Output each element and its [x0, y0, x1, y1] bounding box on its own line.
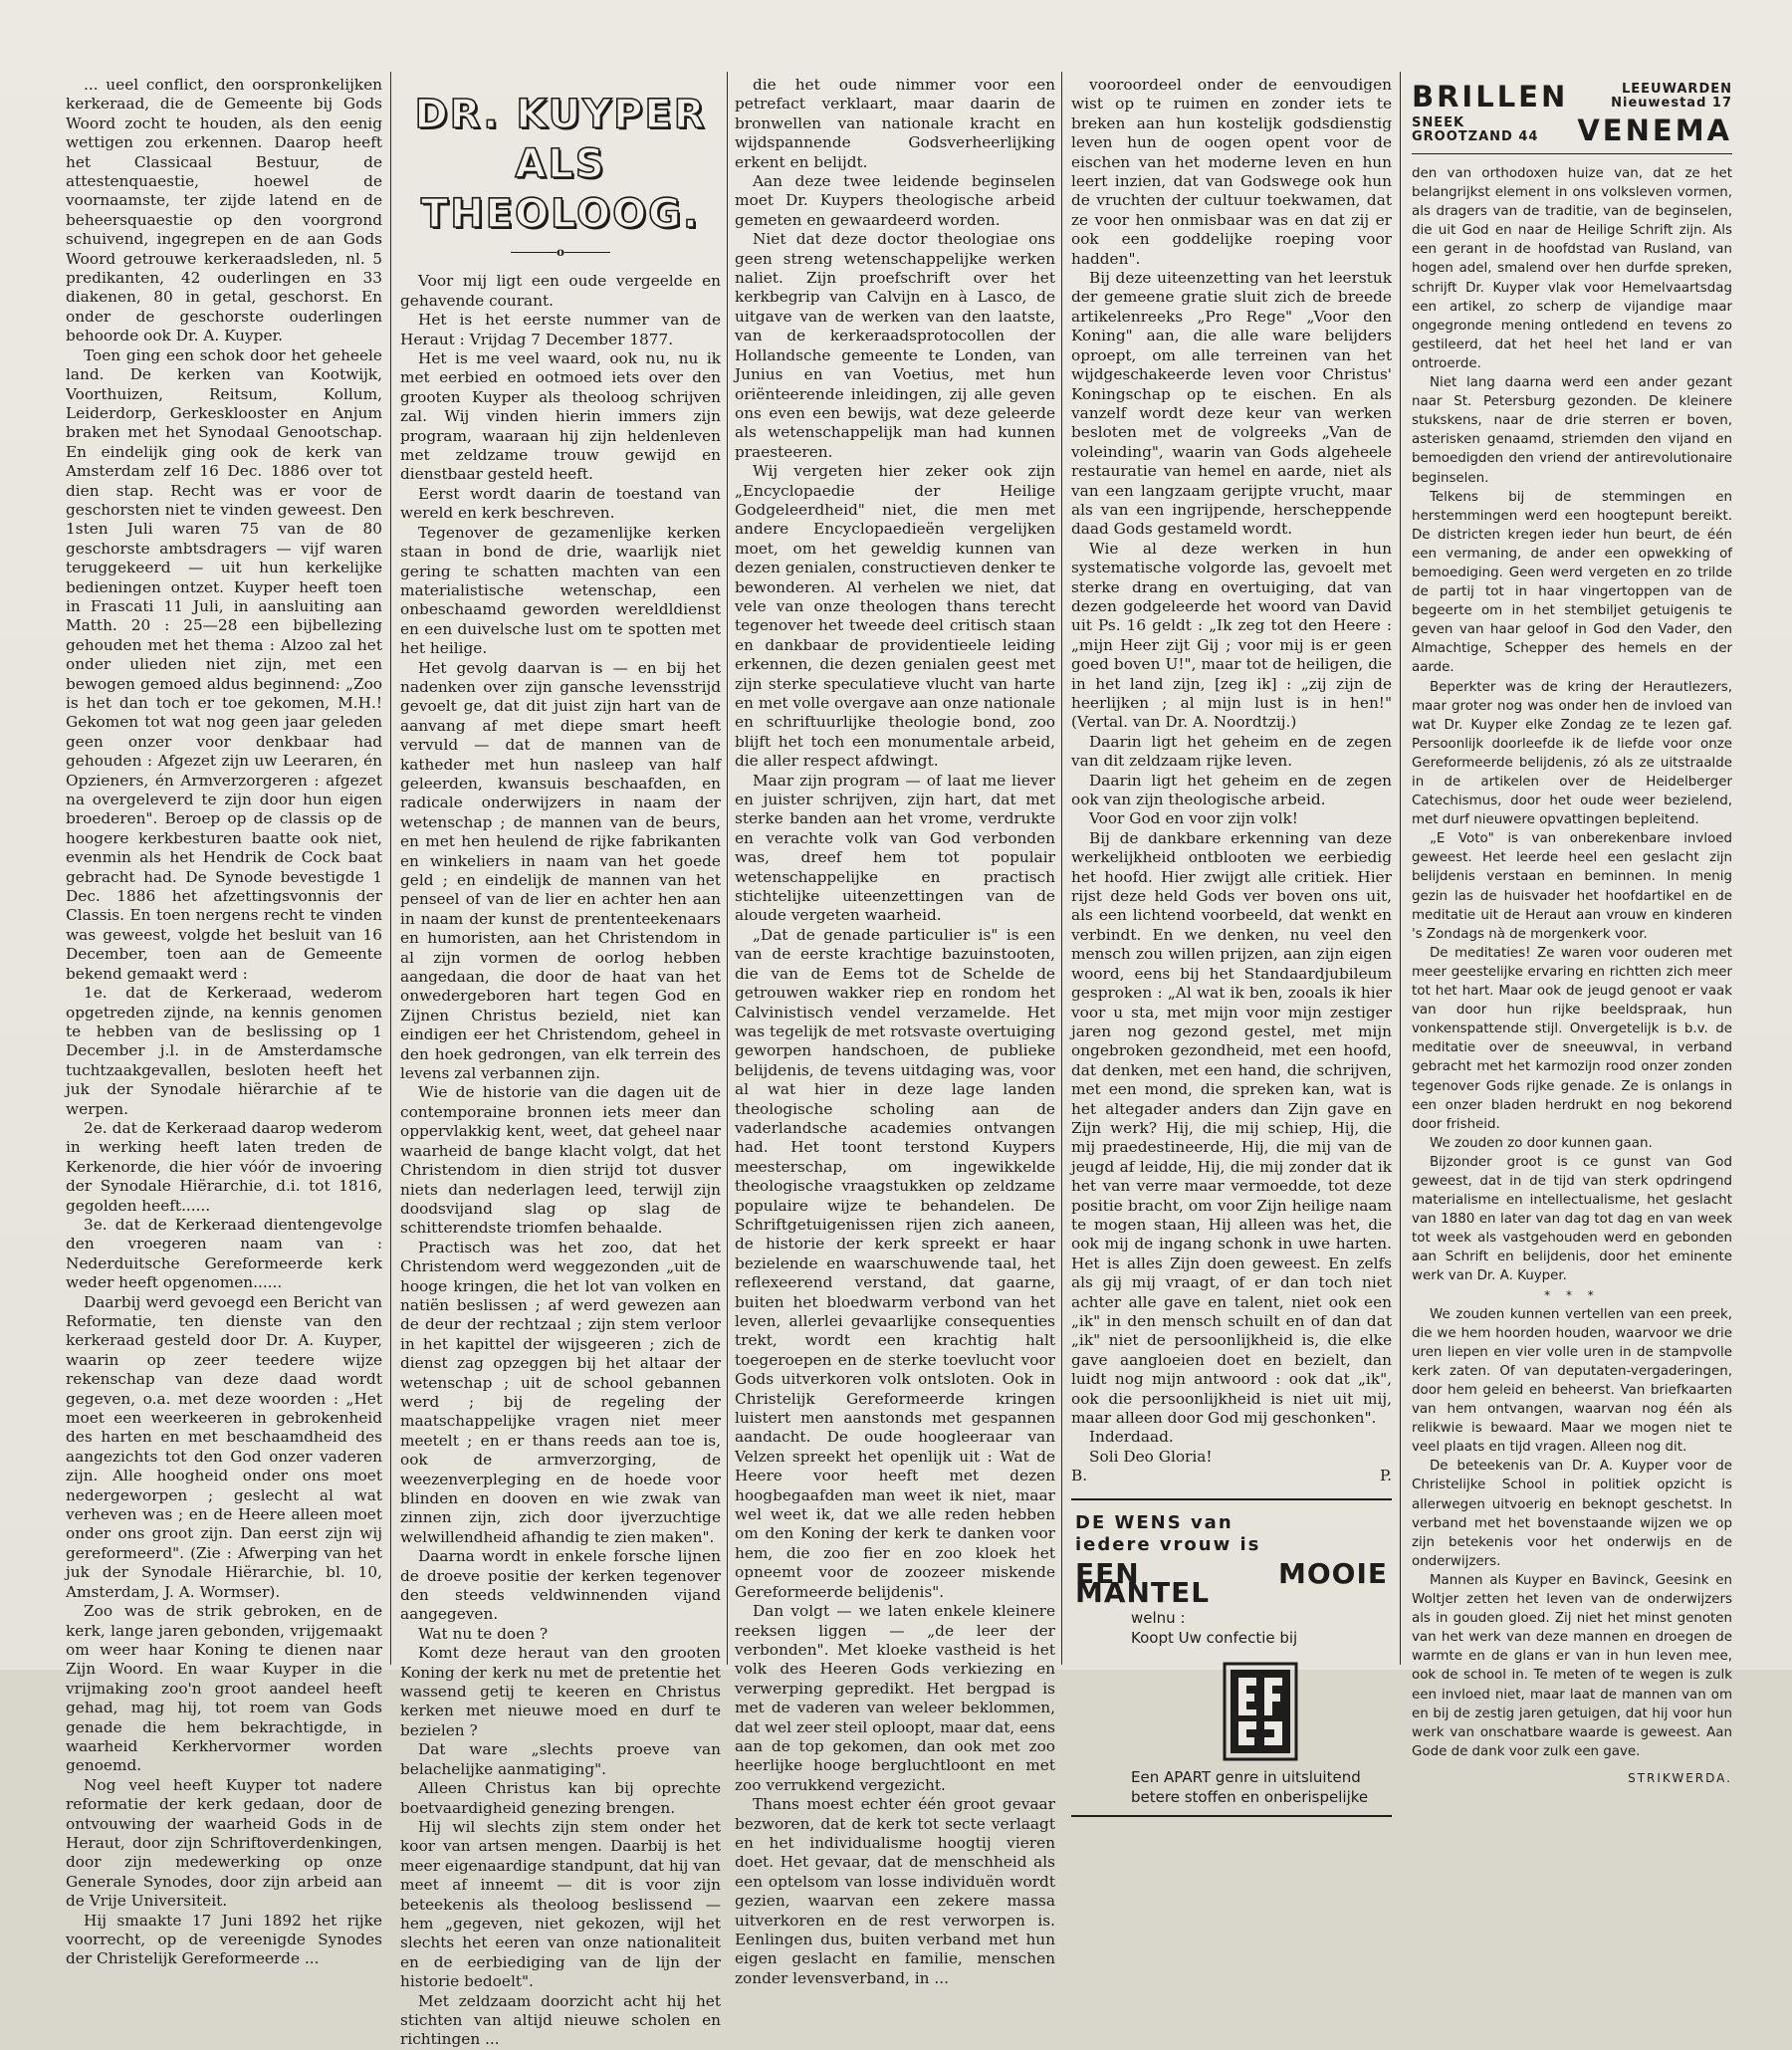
paragraph: Alleen Christus kan bij oprechte boetvaardigheid genezing brengen. [400, 1779, 721, 1817]
paragraph: Wie al deze werken in hun systematische volgorde las, gevoelt met sterke drang en overtuiging, dat van dezen godgeleerde het woord van David uit Ps. 16 geldt : „Ik zeg tot den Heere : „mijn Heer zijt Gij ; voor mij is er geen goed boven U!", maar tot de heiligen, die in het land zijn, [zeg ik] : „zij zijn de heerlijken ; al mijn lust is in hen!" (Vertal. van Dr. A. Noordtzij.) [1071, 539, 1392, 732]
article-signoff [1071, 1467, 1392, 1485]
paragraph: Met zeldzaam doorzicht acht hij het stichten van altijd nieuwe scholen en richtingen ... [400, 1991, 721, 2049]
paragraph: Hij smaakte 17 Juni 1892 het rijke voorrecht, op de vereenigde Synodes der Christelijk Gereformeerde ... [66, 1911, 382, 1968]
paragraph: Dan volgt — we laten enkele kleinere reeksen liggen — „de leer der verbonden". Met kloeke vastheid is het volk des Heeren Gods verkiezing en verwerping gepredikt. Het bergpad is met de vaderen van weleer beklommen, dat wel zeer steil oploopt, maar dat, eens aan de top gekomen, dan ook met zoo heerlijke hooge bergluchtloont en met zoo verrukkend vergezicht. [735, 1602, 1055, 1794]
ad-street: GROOTZAND 44 [1412, 129, 1539, 144]
headline-line: ALS THEOLOOG. [420, 141, 701, 237]
column-rule [727, 72, 728, 1665]
signoff-initial: B. [1071, 1467, 1088, 1485]
ad-line: betere stoffen en onberispelijke [1131, 1788, 1369, 1807]
paragraph: De beteekenis van Dr. A. Kuyper voor de Christelijke School in politiek opzicht is allerwegen uitvoerig en beknopt geschetst. In verband met het bovenstaande wijzen we op zijn betekenis voor het onderwijs en de onderwijzers. [1412, 1459, 1732, 1569]
paragraph: Soli Deo Gloria! [1089, 1447, 1213, 1466]
section-stars: * * * [1544, 1287, 1600, 1302]
paragraph: Daarin ligt het geheim en de zegen van dit zeldzaam rijke leven. [1071, 732, 1392, 771]
paragraph: Daarin ligt het geheim en de zegen ook van zijn theologische arbeid. [1071, 771, 1392, 809]
column-4 [1071, 76, 1392, 1807]
paragraph: Zoo was de strik gebroken, en de kerk, lange jaren gebonden, vrijgemaakt om weer haar Koning te dienen naar Zijn Woord. En waar Kuyper in die vrijmaking zoo'n groot aandeel heeft gehad, mag hij, tot roem van Gods genade die hem bekrachtigde, in waarheid Kerkhervormer worden genoemd. [66, 1602, 382, 1775]
ad-line: welnu : [1131, 1609, 1186, 1628]
column-rule [1061, 72, 1062, 1665]
paragraph: Voor God en voor zijn volk! [1089, 809, 1298, 828]
paragraph: 2e. dat de Kerkeraad daarop wederom in werking heeft laten treden de Kerkenorde, die hier vóór de invoering der Synodale Hiërarchie, d.i. tot 1816, gegolden heeft...... [66, 1118, 382, 1215]
paragraph: Inderdaad. [1089, 1428, 1174, 1447]
ad-title: EEN MOOIE MANTEL [1075, 1556, 1388, 1610]
paragraph: Tegenover de gezamenlijke kerken staan in bond de drie, waarlijk niet gering te schatten machten van een materialistische wetenschap, een onbeschaamd geworden wereldldienst en een duivelsche lust om te spotten met het heilige. [400, 523, 721, 658]
paragraph: Aan deze twee leidende beginselen moet Dr. Kuypers theologische arbeid gemeten en gewaardeerd worden. [735, 172, 1055, 229]
paragraph: Het gevolg daarvan is — en bij het nadenken over zijn gansche levensstrijd gevoelt ge, dat dit juist zijn hart van de aanvang af met diepe smart heeft vervuld — dat de mannen van de katheder met hun nasleep van half geleerden, kwansuis beschaafden, en radicale onderwijzers in naam der wetenschap ; de mannen van de beurs, en met hen heulend de rijke fabrikanten en winkeliers in naam van het goede geld ; en eindelijk de mannen van het penseel of van de lier en achter hen aan in naam der kunst de prententeekenaars en humoristen, aan het Christendom in al zijn vormen de oorlog hebben aangedaan, die door de haat van het onwedergeboren hart tegen God en Zijnen Christus bezield, niet kan eindigen eer het Christendom, geheel in den hoek gedrongen, van elk terrein des levens zal verbannen zijn. [400, 658, 721, 1083]
paragraph: 3e. dat de Kerkeraad dientengevolge den vroegeren naam van : Nederduitsche Gereformeerde kerk weder heeft opgenomen...... [66, 1215, 382, 1292]
column-1 [66, 76, 382, 1968]
paragraph: ... ueel conflict, den oorspronkelijken kerkeraad, die de Gemeente bij Gods Woord zocht te houden, als den eenig wettigen zou erkennen. Daarop heeft het Classicaal Bestuur, de attestenquaestie, hoewel de voornaamste, ter zijde latend en de beheersquaestie op den voorgrond schuivend, ingegrepen en de aan Gods Woord getrouwe kerkeraadsleden, nl. 5 predikanten, 42 ouderlingen en 33 diakenen, 80 in getal, geschorst. En onder de geschorste ouderlingen behoorde ook Dr. A. Kuyper. [66, 76, 382, 345]
paragraph: Toen ging een schok door het geheele land. De kerken van Kootwijk, Voorthuizen, Reitsum, Kollum, Leiderdorp, Gerkesklooster en Anjum braken met het Synodaal Genootschap. En eindelijk ging ook de kerk van Amsterdam zelf 16 Dec. 1886 over tot dien stap. Recht was er voor de geschorsten niet te vinden geweest. Den 1sten Juli waren 75 van de 80 geschorste ambtsdragers — vijf waren teruggekeerd — uit hun kerkelijke bedieningen ontzet. Kuyper heeft toen in Frascati 11 Juli, in aansluiting aan Matth. 20 : 25—28 een bijbellezing gehouden met het thema : Alzoo zal het onder ulieden niet zijn, met een bewogen gemoed aldus beginnend: „Zoo is het dan toch er toe gekomen, M.H.! Gekomen tot wat nog geen jaar geleden geen onzer voor denkbaar had gehouden : Afgezet zijn uw Leeraren, én Opzieners, én Armverzorgeren : afgezet na overgeleverd te zijn door hun eigen broederen". Beroep op de classis op de hoogere kerkbesturen baatte ook niet, evenmin als het Hendrik de Cock baat gebracht had. De Synode bevestigde 1 Dec. 1886 het afzettingsvonnis der Classis. En toen nergens recht te vinden was geweest, volgde het besluit van 16 December, toen aan de Gemeente bekend gemaakt werd : [66, 345, 382, 983]
paragraph: Beperkter was de kring der Herautlezers, maar groter nog was onder hen de invloed van wat Dr. Kuyper elke Zondag ze te lezen gaf. Persoonlijk doorleefde ik de liefde voor onze Gereformeerde belijdenis, zó als ze uitstraalde in de artikelen over de Heidelberger Catechismus, door het oude weer bezielend, met durf nieuwere opvattingen bepleitend. [1412, 679, 1732, 828]
brillen-advertisement [1412, 76, 1732, 154]
ad-city: LEEUWARDEN [1622, 82, 1732, 97]
column-rule [390, 72, 391, 1665]
paragraph: Niet dat deze doctor theologiae ons geen streng wetenschappelijke werken naliet. Zijn proefschrift over het kerkbegrip van Calvijn en à Lasco, de uitgave van de werken van den laatste, van de kerkeraadsprotocollen der Hollandsche gemeente te Londen, van Junius en van Voetius, met hun oriënteerende inleidingen, zij alle geven ons even een bewijs, wat deze geleerde als wetenschappelijk man had kunnen praesteeren. [735, 230, 1055, 461]
paragraph: „Dat de genade particulier is" is een van de eerste krachtige bazuinstooten, die van de Eems tot de Schelde de getrouwen wakker riep en rondom het Calvinistisch vendel verzamelde. Het was tegelijk de met rotsvaste overtuiging geworpen handschoen, de publieke belijdenis, de tevens uitdaging was, voor al wat hier in deze lage landen theologische scholing aan de vaderlandsche academies ontvangen had. Het toont terstond Kuypers meesterschap, om ingewikkelde theologische vraagstukken op zeldzame populaire wijze te behandelen. De Schriftgetuigenissen rijen zich aaneen, de historie der kerk spreekt er haar bezielende en waarschuwende taal, het reflexeerend verstand, dat gaarne, buiten het bloedwarm verbond van het leven, allerlei gevaarlijke consequenties trekt, wordt een krachtig halt toegeroepen en de sterke toevlucht voor Gods uitverkoren volk ontsloten. Ook in Christelijk Gereformeerde kringen luistert men aanstonds met gespannen aandacht. De oude hoogleeraar van Velzen spreekt het openlijk uit : Wat de Heere voor heeft met dezen hoogbegaafden man weet ik niet, maar wel weet ik, dat we alle reden hebben om den Koning der kerk te danken voor hem, die zoo fier en zoo kloek het opneemt voor de zoozeer miskende Gereformeerde belijdenis". [735, 925, 1055, 1601]
paragraph: Wat nu te doen ? [418, 1624, 549, 1643]
paragraph: Bij de dankbare erkenning van deze werkelijkheid ontblooten we eerbiedig het hoofd. Hier zwijgt alle critiek. Hier rijst deze held Gods ver boven ons uit, als een lichtend voorbeeld, dat wenkt en verbindt. En we denken, nu veel den mensch zou willen prijzen, aan zijn eigen woord, eens bij het Standaardjubileum gesproken : „Al wat ik ben, zooals ik hier voor u sta, met mijn voor mijn zestiger jaren nog gezond gestel, met mijn ongebroken gezondheid, met een hoofd, dat denken, met een hand, die schrijven, met een mond, die spreken kan, wat is het altegader anders dan Zijn gave en Zijn werk? Hij, die mij schiep, Hij, die mij praedestineerde, Hij, die mij van de jeugd af leidde, Hij, die mij zonder dat ik het van verre maar vermoedde, tot deze positie bracht, om voor Zijn heilige naam te mogen staan, Hij alleen was het, die ook mij de ingang schonk in uwe harten. Het is alles Zijn doen geweest. En zelfs als gij mij vraagt, of er dan toch niet achter alle gave en talent, niet ook een „ik" in den mensch schuilt en of dan dat „ik" niet de persoonlijkheid is, die elke gave aangloeien doet en bezielt, dan luidt nog mijn antwoord : ook dat „ik", ook die persoonlijkheid is niet uit mij, maar alleen door God mij geschonken". [1071, 828, 1392, 1428]
paragraph: We zouden zo door kunnen gaan. [1430, 1135, 1653, 1151]
paragraph: Hij wil slechts zijn stem onder het koor van artsen mengen. Daarbij is het meer eigenaardige standpunt, dat hij van meet af inneemt — dit is voor zijn beteekenis als theoloog beslissend — hem „gegeven, niet gekozen, wijl het slechts het eeren van onze nationaliteit en de eerbiediging van de lijn der historie bedoelt". [400, 1817, 721, 1991]
paragraph: Het is het eerste nummer van de Heraut : Vrijdag 7 December 1877. [400, 311, 721, 348]
column-rule [1400, 72, 1401, 1665]
paragraph: Daarbij werd gevoegd een Bericht van Reformatie, ten dienste van den kerkeraad gesteld door Dr. A. Kuyper, waarin op zeer teedere wijze rekenschap van deze daad wordt gegeven, o.a. met deze woorden : „Het moet een weerkeeren in gebrokenheid des harten en met beschaamdheid des aangezichts tot den God onzer vaderen zijn. Alle hoogheid onder ons moet nedergeworpen ; geslecht al wat verheven was ; en de Heere alleen moet onder ons groot zijn. Dan eerst zijn wij gereformeerd". (Zie : Afwerping van het juk der Synodale Hiërarchie, bl. 10, Amsterdam, J. A. Wormser). [66, 1292, 382, 1601]
paragraph: Nog veel heeft Kuyper tot nadere reformatie der kerk gedaan, door de ontvouwing der waarheid Gods in de Heraut, door zijn Schriftoverdenkingen, door zijn medewerking op onze Generale Synodes, door zijn arbeid aan de Vrije Universiteit. [66, 1775, 382, 1911]
paragraph: Dat ware „slechts proeve van belachelijke aanmatiging". [400, 1740, 721, 1778]
divider-mark: o [556, 245, 564, 259]
ad-street: Nieuwestad 17 [1611, 96, 1732, 111]
ad-word: BRILLEN [1412, 80, 1569, 114]
article-headline [400, 90, 721, 239]
ad-lead-line: DE WENS van [1075, 1511, 1233, 1533]
paragraph: Wij vergeten hier zeker ook zijn „Encyclopaedie der Heilige Godgeleerdheid" niet, die men met andere Encyclopaedieën vergelijken moet, om het geweldig kunnen van dezen genialen, constructieven denker te bewonderen. Al verhelen we niet, dat vele van onze theologen thans terecht tegenover het tweede deel critisch staan en dankbaar de providentieele leiding erkennen, die dezen genialen geest met zijn sterke speculatieve vlucht van harte en met volle overgave aan onze nationale en schriftuurlijke theologie bond, zoo blijft het toch een monumentale arbeid, die aller respect afdwingt. [735, 462, 1055, 771]
paragraph: 1e. dat de Kerkeraad, wederom opgetreden zijnde, na kennis genomen te hebben van de beslissing op 1 December j.l. in de Amsterdamsche tuchtzaakgevallen, besloten heeft het juk der Synodale hiërarchie af te werpen. [66, 984, 382, 1118]
paragraph: Komt deze heraut van den grooten Koning der kerk nu met de pretentie het wassend getij te keeren en Christus kerken met nieuwe moed en durf te bezielen ? [400, 1644, 721, 1739]
store-logo-icon [1223, 1662, 1298, 1761]
paragraph: Voor mij ligt een oude vergeelde en gehavende courant. [400, 272, 721, 310]
paragraph: Thans moest echter één groot gevaar bezworen, dat de kerk tot secte verlaagt en het individualisme hoogtij vieren doet. Het gevaar, dat de menschheid als een optelsom van losse individuën wordt gezien, waarvan een zekere massa uitverkoren en de rest verworpen is. Eenlingen dus, buiten verband met hun eigen geslacht en familie, menschen zonder levensverband, in ... [735, 1795, 1055, 1987]
paragraph: Practisch was het zoo, dat het Christendom werd weggezonden „uit de hooge kringen, die het lot van volken en natiën beslissen ; af werd gewezen aan de deur der rechtzaal ; zijn stem verloor in het kapittel der wijsgeeren ; zich de dienst zag opzeggen bij het altaar der wetenschap ; uit de school gebannen werd ; bij de regeling der maatschappelijke vragen niet meer meetelt ; en er thans reeds aan toe is, ook de armverzorging, de weezenverpleging en de hoede voor blinden en dooven en wie zwak van zinnen zijn, zich door ijverzuchtige welwillendheid afhandig te zien maken". [400, 1238, 721, 1546]
paragraph: Het is me veel waard, ook nu, nu ik met eerbied en ootmoed iets over den grooten Kuyper als theoloog schrijven zal. Wij vinden hierin immers zijn program, waaraan hij zijn heldenleven met zeldzame trouw gewijd en dienstbaar gesteld heeft. [400, 349, 721, 484]
paragraph: Daarna wordt in enkele forsche lijnen de droeve positie der kerken tegenover den steeds veldwinnenden vijand aangegeven. [400, 1547, 721, 1624]
paragraph: Niet lang daarna werd een ander gezant naar St. Petersburg gezonden. De kleinere stukskens, naar de drie sterren er boven, asterisken genaamd, striemden den vijand en bemoedigden den vriend der antirevolutionaire beginselen. [1412, 375, 1732, 486]
ad-city: SNEEK [1412, 115, 1465, 130]
paragraph: Bij deze uiteenzetting van het leerstuk der gemeene gratie sluit zich de breede artikelenreeks „Pro Rege" „Voor den Koning" aan, die alle ware belijders oproept, om alle terreinen van het wijdgeschakeerde leven voor Christus' Koningschap op te eischen. En als vanzelf wordt deze keur van werken besloten met de volgreeks „Van de voleinding", waarin van Gods algeheele restauratie van hemel en aarde, niet als van een langzaam gerijpte vrucht, maar als van een ingrijpende, herscheppende daad Gods gestameld wordt. [1071, 269, 1392, 539]
paragraph: den van orthodoxen huize van, dat ze het belangrijkst element in ons volksleven vormen, als dragers van de traditie, van de beginselen, die uit God en naar de Heilige Schrift zijn. Als een gerant in de hoofdstad van Rusland, van hogen adel, smalend over hen durfde spreken, schrijft Dr. Kuyper vlak voor Hemelvaartsdag een artikel, zo scherp de vijandige maar ongegronde mening ontledend en tevens zo gestileerd, dat het heel het land er van ontroerde. [1412, 166, 1732, 371]
ad-line: Een APART genre in uitsluitend [1131, 1768, 1361, 1787]
paragraph: Maar zijn program — of laat me liever en juister schrijven, zijn hart, dat met sterke banden aan het vrome, verdrukte en verachte volk van God verbonden was, dreef hem tot populair wetenschappelijke en practisch stichtelijke uiteenzettingen van de aloude vergeten waarheid. [735, 771, 1055, 925]
ad-lead-line: iedere vrouw is [1075, 1533, 1261, 1555]
headline-line: DR. KUYPER [414, 92, 707, 137]
headline-divider [400, 243, 721, 262]
signoff-initial: P. [1379, 1467, 1392, 1485]
column-2 [400, 76, 721, 2049]
paragraph: Telkens bij de stemmingen en herstemmingen werd een hoogtepunt bereikt. De districten kregen ieder hun beurt, de één een vermaning, de ander een opwekking of bemoediging. Geen werd vergeten en zo trilde de partij tot in haar vingertoppen van de begeerte om in het stembiljet getuigenis te geven van haar geloof in God den Vader, den Almachtige, Schepper des hemels en der aarde. [1412, 489, 1732, 676]
paragraph: Mannen als Kuyper en Bavinck, Geesink en Woltjer zetten het leven van de onderwijzers als in gouden gloed. Zij niet het minst genoten van het werk van deze mannen en droegen de warmte en de glans er van in hun leven mee, ook de school in. Te meten of te wegen is zulk een invloed niet, maar laat de mannen van om en bij de zestig jaren getuigen, dat hij voor hun werk van onschatbare waarde is geweest. Aan Gode de dank voor zulk een gave. [1412, 1572, 1732, 1759]
ad-line: Koopt Uw confectie bij [1131, 1629, 1298, 1648]
author-name: STRIKWERDA. [1628, 1770, 1732, 1785]
paragraph: „E Voto" is van onberekenbare invloed geweest. Het leerde heel een geslacht zijn belijdenis verstaan en beminnen. In menig gezin las de huisvader het hoofdartikel en de meditatie uit de Heraut aan vrouw en kinderen 's Zondags nà de morgenkerk voor. [1412, 831, 1732, 942]
paragraph: Eerst wordt daarin de toestand van wereld en kerk beschreven. [400, 484, 721, 523]
mantel-advertisement [1071, 1498, 1392, 1818]
paragraph: die het oude nimmer voor een petrefact verklaart, maar daarin de bronwellen van nationale kracht en wijdspannende Godsverheerlijking erkent en belijdt. [735, 76, 1055, 171]
paragraph: We zouden kunnen vertellen van een preek, die we hem hoorden houden, waarvoor we drie uren liepen en vier volle uren in de stampvolle kerk zaten. Of van deputaten-vergaderingen, door hem geleid en beheerst. Van briefkaarten van hem ontvangen, waarvan nog één als relikwie is bewaard. Maar we mogen niet te veel plaats en tijd vragen. Alleen nog dit. [1412, 1306, 1732, 1456]
paragraph: Bijzonder groot is ce gunst van God geweest, dat in de tijd van sterk opdringend materialisme en intellectualisme, het geslacht van 1880 en later van dag tot dag en van week tot week als vastgehouden werd en gebonden aan Schrift en belijdenis, door het eminente werk van Dr. A. Kuyper. [1412, 1154, 1732, 1284]
column-5 [1412, 76, 1732, 1785]
ad-word: VENEMA [1577, 114, 1732, 147]
paragraph: vooroordeel onder de eenvoudigen wist op te ruimen en zonder iets te breken aan hun kostelijk godsdienstig leven hun de oogen opent voor de eischen van het moderne leven en hun leert inzien, dat van Godswege ook hun de vruchten der cultuur toekwamen, dat ze voor hen onmisbaar was en dat zij er ook een goddelijke roeping voor hadden". [1071, 76, 1392, 268]
paragraph: De meditaties! Ze waren voor ouderen met meer geestelijke ervaring en richtten zich meer tot het hart. Maar ook de jeugd genoot er vaak van door hun rijke beeldspraak, hun vonkenspattende stijl. Onvergetelijk is b.v. de meditatie over de sneeuwval, in verband gebracht met het karmozijn rood onzer zonden tegenover Gods rijke genade. Ze is onlangs in een onzer bladen herdrukt en nog bekorend door frisheid. [1412, 945, 1732, 1132]
paragraph: Wie de historie van die dagen uit de contemporaine bronnen iets meer dan oppervlakkig kent, weet, dat geheel naar waarheid de bange klacht volgt, dat het Christendom in dien strijd tot dusver niets dan nederlagen leed, terwijl zijn doodsvijand slag op slag de schitterendste triomfen behaalde. [400, 1083, 721, 1238]
column-3 [735, 76, 1055, 1987]
